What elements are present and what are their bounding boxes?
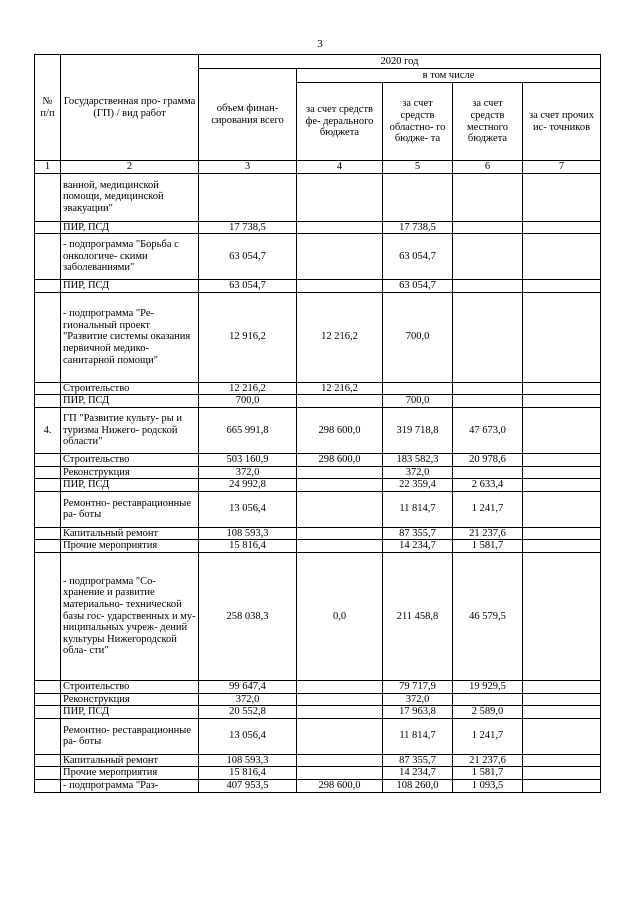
row-number — [35, 479, 61, 492]
header-total: объем финан- сирования всего — [199, 69, 297, 161]
column-number-row — [35, 161, 601, 174]
program-name: Прочие мероприятия — [61, 540, 199, 553]
other-value — [523, 479, 601, 492]
row-number — [35, 706, 61, 719]
program-name: ПИР, ПСД — [61, 479, 199, 492]
regional-value: 11 814,7 — [383, 491, 453, 527]
table-row — [35, 754, 601, 767]
other-value — [523, 221, 601, 234]
program-name: - подпрограмма "Борьба с онкологиче- скими заболеваниями" — [61, 234, 199, 280]
header-regional: за счет средств областно- го бюдже- та — [383, 83, 453, 161]
regional-value: 372,0 — [383, 693, 453, 706]
header-federal: за счет средств фе- дерального бюджета — [297, 83, 383, 161]
federal-value: 298 600,0 — [297, 407, 383, 453]
table-row — [35, 382, 601, 395]
local-value: 20 978,6 — [453, 453, 523, 466]
other-value — [523, 552, 601, 680]
regional-value: 17 738,5 — [383, 221, 453, 234]
row-number: 4. — [35, 407, 61, 453]
other-value — [523, 173, 601, 221]
regional-value: 79 717,9 — [383, 680, 453, 693]
row-number — [35, 221, 61, 234]
local-value: 1 581,7 — [453, 767, 523, 780]
column-number: 5 — [383, 161, 453, 174]
local-value — [453, 234, 523, 280]
column-number: 3 — [199, 161, 297, 174]
regional-value: 319 718,8 — [383, 407, 453, 453]
program-name: Капитальный ремонт — [61, 754, 199, 767]
federal-value — [297, 680, 383, 693]
table-row — [35, 767, 601, 780]
total-value: 665 991,8 — [199, 407, 297, 453]
row-number — [35, 234, 61, 280]
table-row — [35, 221, 601, 234]
local-value — [453, 382, 523, 395]
regional-value: 372,0 — [383, 466, 453, 479]
program-name: ГП "Развитие культу- ры и туризма Нижего- родской области" — [61, 407, 199, 453]
regional-value: 87 355,7 — [383, 527, 453, 540]
total-value: 372,0 — [199, 693, 297, 706]
local-value — [453, 173, 523, 221]
regional-value: 17 963,8 — [383, 706, 453, 719]
total-value: 13 056,4 — [199, 718, 297, 754]
local-value — [453, 466, 523, 479]
local-value: 47 673,0 — [453, 407, 523, 453]
program-name: Строительство — [61, 453, 199, 466]
table-row — [35, 292, 601, 382]
total-value — [199, 173, 297, 221]
total-value: 99 647,4 — [199, 680, 297, 693]
row-number — [35, 491, 61, 527]
other-value — [523, 280, 601, 293]
federal-value — [297, 527, 383, 540]
table-row — [35, 395, 601, 408]
local-value: 19 929,5 — [453, 680, 523, 693]
other-value — [523, 754, 601, 767]
table-row — [35, 706, 601, 719]
program-name: ПИР, ПСД — [61, 395, 199, 408]
program-name: Прочие мероприятия — [61, 767, 199, 780]
local-value — [453, 292, 523, 382]
table-body — [35, 173, 601, 792]
table-row — [35, 693, 601, 706]
row-number — [35, 173, 61, 221]
row-number — [35, 680, 61, 693]
header-no: № п/п — [35, 55, 61, 161]
local-value — [453, 693, 523, 706]
regional-value: 11 814,7 — [383, 718, 453, 754]
federal-value — [297, 718, 383, 754]
federal-value: 298 600,0 — [297, 779, 383, 792]
local-value: 2 633,4 — [453, 479, 523, 492]
table-header — [35, 55, 601, 174]
local-value: 46 579,5 — [453, 552, 523, 680]
program-name: Реконструкция — [61, 466, 199, 479]
header-year: 2020 год — [199, 55, 601, 69]
regional-value — [383, 173, 453, 221]
other-value — [523, 234, 601, 280]
other-value — [523, 407, 601, 453]
regional-value: 63 054,7 — [383, 234, 453, 280]
federal-value — [297, 693, 383, 706]
regional-value: 63 054,7 — [383, 280, 453, 293]
row-number — [35, 718, 61, 754]
other-value — [523, 292, 601, 382]
column-number: 4 — [297, 161, 383, 174]
federal-value — [297, 280, 383, 293]
other-value — [523, 453, 601, 466]
table-row — [35, 466, 601, 479]
table-row — [35, 540, 601, 553]
total-value: 13 056,4 — [199, 491, 297, 527]
other-value — [523, 693, 601, 706]
other-value — [523, 540, 601, 553]
total-value: 372,0 — [199, 466, 297, 479]
budget-table — [34, 54, 601, 793]
regional-value: 700,0 — [383, 395, 453, 408]
federal-value — [297, 173, 383, 221]
regional-value: 22 359,4 — [383, 479, 453, 492]
total-value: 63 054,7 — [199, 234, 297, 280]
row-number — [35, 552, 61, 680]
local-value: 21 237,6 — [453, 754, 523, 767]
federal-value: 298 600,0 — [297, 453, 383, 466]
other-value — [523, 491, 601, 527]
regional-value: 108 260,0 — [383, 779, 453, 792]
regional-value — [383, 382, 453, 395]
total-value: 108 593,3 — [199, 754, 297, 767]
program-name: Ремонтно- реставрационные ра- боты — [61, 491, 199, 527]
page-number: 3 — [317, 38, 323, 50]
row-number — [35, 754, 61, 767]
table-row — [35, 407, 601, 453]
other-value — [523, 466, 601, 479]
column-number: 1 — [35, 161, 61, 174]
table-row — [35, 718, 601, 754]
row-number — [35, 767, 61, 780]
other-value — [523, 382, 601, 395]
regional-value: 700,0 — [383, 292, 453, 382]
table-row — [35, 234, 601, 280]
federal-value — [297, 540, 383, 553]
total-value: 407 953,5 — [199, 779, 297, 792]
row-number — [35, 540, 61, 553]
row-number — [35, 395, 61, 408]
other-value — [523, 527, 601, 540]
total-value: 24 992,8 — [199, 479, 297, 492]
federal-value — [297, 754, 383, 767]
local-value: 2 589,0 — [453, 706, 523, 719]
column-number: 7 — [523, 161, 601, 174]
row-number — [35, 779, 61, 792]
local-value: 1 093,5 — [453, 779, 523, 792]
local-value — [453, 395, 523, 408]
regional-value: 14 234,7 — [383, 767, 453, 780]
total-value: 12 916,2 — [199, 292, 297, 382]
row-number — [35, 453, 61, 466]
program-name: Ремонтно- реставрационные ра- боты — [61, 718, 199, 754]
total-value: 17 738,5 — [199, 221, 297, 234]
program-name: - подпрограмма "Со- хранение и развитие материально- технической базы гос- ударственных и му- ниципальных учреж- дений культуры Нижегородской обла- сти" — [61, 552, 199, 680]
federal-value — [297, 491, 383, 527]
regional-value: 87 355,7 — [383, 754, 453, 767]
total-value: 15 816,4 — [199, 767, 297, 780]
program-name: ПИР, ПСД — [61, 280, 199, 293]
header-including: в том числе — [297, 69, 601, 83]
row-number — [35, 382, 61, 395]
regional-value: 14 234,7 — [383, 540, 453, 553]
table-row — [35, 280, 601, 293]
federal-value — [297, 706, 383, 719]
federal-value: 0,0 — [297, 552, 383, 680]
local-value: 1 581,7 — [453, 540, 523, 553]
local-value — [453, 280, 523, 293]
row-number — [35, 527, 61, 540]
local-value: 1 241,7 — [453, 491, 523, 527]
table-row — [35, 680, 601, 693]
regional-value: 211 458,8 — [383, 552, 453, 680]
header-other: за счет прочих ис- точников — [523, 83, 601, 161]
federal-value — [297, 466, 383, 479]
column-number: 2 — [61, 161, 199, 174]
table-row — [35, 552, 601, 680]
other-value — [523, 767, 601, 780]
total-value: 700,0 — [199, 395, 297, 408]
program-name: ПИР, ПСД — [61, 221, 199, 234]
table-row — [35, 479, 601, 492]
row-number — [35, 466, 61, 479]
program-name: - подпрограмма "Раз- — [61, 779, 199, 792]
federal-value — [297, 395, 383, 408]
total-value: 20 552,8 — [199, 706, 297, 719]
table-row — [35, 527, 601, 540]
header-local: за счет средств местного бюджета — [453, 83, 523, 161]
program-name: ПИР, ПСД — [61, 706, 199, 719]
local-value: 1 241,7 — [453, 718, 523, 754]
other-value — [523, 706, 601, 719]
federal-value — [297, 221, 383, 234]
column-number: 6 — [453, 161, 523, 174]
federal-value: 12 216,2 — [297, 292, 383, 382]
program-name: Реконструкция — [61, 693, 199, 706]
program-name: ванной, медицинской помощи, медицинской эвакуации" — [61, 173, 199, 221]
regional-value: 183 582,3 — [383, 453, 453, 466]
table-row — [35, 779, 601, 792]
row-number — [35, 292, 61, 382]
program-name: - подпрограмма "Ре- гиональный проект "Развитие системы оказания первичной медико-санитарной помощи" — [61, 292, 199, 382]
table-row — [35, 453, 601, 466]
total-value: 63 054,7 — [199, 280, 297, 293]
total-value: 108 593,3 — [199, 527, 297, 540]
total-value: 258 038,3 — [199, 552, 297, 680]
local-value — [453, 221, 523, 234]
table-row — [35, 173, 601, 221]
row-number — [35, 280, 61, 293]
total-value: 15 816,4 — [199, 540, 297, 553]
table-row — [35, 491, 601, 527]
program-name: Строительство — [61, 680, 199, 693]
row-number — [35, 693, 61, 706]
total-value: 12 216,2 — [199, 382, 297, 395]
local-value: 21 237,6 — [453, 527, 523, 540]
program-name: Строительство — [61, 382, 199, 395]
other-value — [523, 718, 601, 754]
total-value: 503 160,9 — [199, 453, 297, 466]
other-value — [523, 779, 601, 792]
federal-value — [297, 234, 383, 280]
other-value — [523, 680, 601, 693]
program-name: Капитальный ремонт — [61, 527, 199, 540]
federal-value — [297, 479, 383, 492]
federal-value: 12 216,2 — [297, 382, 383, 395]
other-value — [523, 395, 601, 408]
federal-value — [297, 767, 383, 780]
header-program: Государственная про- грамма (ГП) / вид работ — [61, 55, 199, 161]
